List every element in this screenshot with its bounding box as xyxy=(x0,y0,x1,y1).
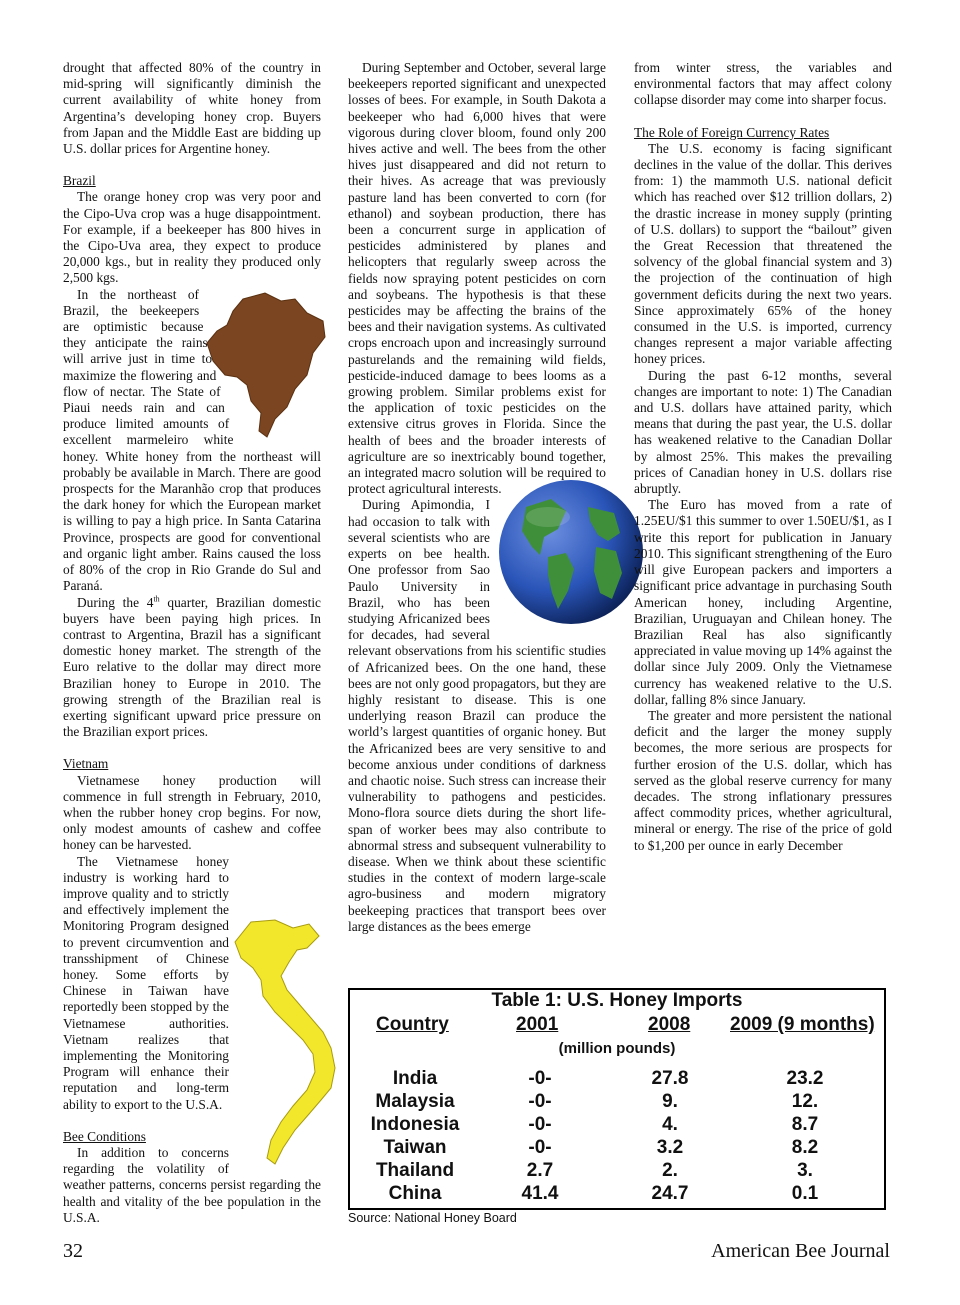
paragraph-text: In the northeast of Brazil, the beekeepers are optimistic because they anticipate the rains will arrive just in time to maximize the flowering and flow of nectar. The State of Piaui needs rain and can produce limited amounts of excellent marmeleiro white honey. White honey from the northeast will probably be available in March. There are good prospects for the Maranhão crop that produces the dark honey for which the European market is willing to pay a high price. In Santa Catarina Province, prospects are good for conventional and organic light amber. Rains caused the loss of 80% of the crop in Rio Grande do Sul and Paraná. xyxy=(63,286,321,594)
paragraph: from winter stress, the variables and environmental factors that may affect colony collapse disorder may come into sharper focus. xyxy=(634,60,892,108)
table-cell: 2. xyxy=(662,1160,678,1181)
table-cell: 4. xyxy=(662,1114,678,1135)
table-cell: -0- xyxy=(528,1068,552,1089)
paragraph-text: The Vietnamese honey industry is working hard to improve quality and to strictly and effectively implement the Monitoring Program designed to prevent circumvention and transshipment of Chinese honey. Some efforts by Chinese in Taiwan have reportedly been stopped by the Vietnamese authorities. Vietnam realizes that implementing the Monitoring Program will enhance their reputation and long-term ability to export to the U.S.A. xyxy=(63,853,229,1112)
table-cell: 3. xyxy=(797,1160,813,1181)
section-heading-vietnam: Vietnam xyxy=(63,756,109,772)
paragraph xyxy=(348,497,606,934)
table-row xyxy=(350,1068,884,1092)
table-cell: -0- xyxy=(528,1137,552,1158)
table-cell: -0- xyxy=(528,1091,552,1112)
table-cell: Thailand xyxy=(375,1160,455,1181)
page-number: 32 xyxy=(63,1240,83,1262)
paragraph: The U.S. economy is facing significant declines in the value of the dollar. This derives from: 1) the mammoth U.S. national deficit which has reached over $12 trillion dollars, 2) the drastic increase in money supply (printing of U.S. dollars) to support the “bailout” given the Great Recession that threatened the solvency of the global financial system and 3) the projection of the continuation of high government deficits during the next two years. Since approximately 65% of the honey consumed in the U.S. is imported, currency changes represent a major variable affecting honey prices. xyxy=(634,140,892,367)
table-cell: Indonesia xyxy=(370,1114,460,1135)
section-heading-bee-conditions: Bee Conditions xyxy=(63,1128,146,1144)
paragraph: In addition to concerns regarding the volatility of weather patterns, concerns persist regarding the health and vitality of the bee population in the U.S.A. xyxy=(63,1145,321,1225)
table-cell: 0.1 xyxy=(791,1183,819,1204)
table-cell: 12. xyxy=(791,1091,819,1112)
paragraph: During September and October, several large beekeepers reported significant and unexpected losses of bees. For example, in South Dakota a beekeeper who had 6,000 hives that were vigorous during clover bloom, found only 200 hives active and well. The bees from the other hives just disappeared and did not return to their hives. As acreage that was previously pasture land has been converted to corn (for ethanol) and soybean production, there has been a concurrent surge in application of pesticides administered by planes and helicopters that regularly sweep across the fields now spraying potent pesticides on corn and soybeans. The hypothesis is that these pesticides may be affecting the brains of the bees and their navigation systems. As cultivated crops encroach upon and increasingly surround pasturelands and the remaining wild fields, pesticide-induced damage to bees looms as a growing problem. Similar problems exist for the application of toxic pesticides on the extensive citrus groves in Florida. Since the health of bees and the broader interests of agriculture are so inextricably bound together, an integrated macro solution will be required to protect agricultural interests. xyxy=(348,60,606,497)
table-source: Source: National Honey Board xyxy=(348,1211,517,1225)
paragraph-text: quarter, Brazilian domestic buyers have been paying high prices. In contrast to Argentina, Brazil has a significant domestic honey market. The strength of the Euro relative to the dollar may direct more Brazilian honey to Europe in 2010. The growing strength of the Brazilian real is exerting significant upward price pressure on the Brazilian export prices. xyxy=(63,594,321,740)
column-2 xyxy=(348,60,606,935)
column-header-2001: 2001 xyxy=(516,1014,559,1035)
table-row xyxy=(350,1183,884,1207)
column-header-2009: 2009 (9 months) xyxy=(730,1014,875,1035)
table-row xyxy=(350,1160,884,1184)
globe-image xyxy=(496,477,646,627)
journal-name: American Bee Journal xyxy=(711,1240,890,1262)
paragraph: drought that affected 80% of the country in mid-spring will significantly diminish the current availability of white honey from Argentina’s developing honey crop. Buyers from Japan and the Middle East are bidding up U.S. dollar prices for Argentine honey. xyxy=(63,60,321,157)
paragraph xyxy=(63,854,321,1113)
table-title: Table 1: U.S. Honey Imports xyxy=(491,990,743,1011)
paragraph xyxy=(63,287,321,595)
table-units: (million pounds) xyxy=(558,1040,676,1057)
column-3 xyxy=(634,60,892,854)
honey-imports-table xyxy=(348,988,886,1210)
column-header-country: Country xyxy=(376,1014,449,1035)
paragraph-text: During the 4 xyxy=(77,594,154,610)
table-row xyxy=(350,1137,884,1161)
vietnam-map-image xyxy=(231,918,341,1168)
table-cell: 24.7 xyxy=(651,1183,689,1204)
paragraph: The greater and more persistent the national deficit and the larger the money supply becomes, the more serious are prospects for further erosion of the U.S. dollar, which has served as the global reserve currency for many decades. The strong inflationary pressures affect commodity prices, whether agricultural, mineral or energy. The rise of the price of gold to $1,200 per ounce in early December xyxy=(634,707,892,853)
table-cell: 3.2 xyxy=(656,1137,684,1158)
paragraph: The orange honey crop was very poor and the Cipo-Uva crop was a huge disappointment. For example, if a beekeeper has 800 hives in the Cipo-Uva area, they expect to produce 20,000 kgs., but in reality they produced only 2,500 kgs. xyxy=(63,189,321,286)
table-cell: 8.2 xyxy=(791,1137,819,1158)
paragraph: The Euro has moved from a rate of 1.25EU/$1 this summer to over 1.50EU/$1, as I write this report for publication in January 2010. This significant strengthening of the Euro will give European packers and importers a significant price advantage in purchasing South American honey, including Argentine, Brazilian, Uruguayan and Chilean honey. The Brazilian Real has also significantly appreciated in value moving up 14% against the dollar since July 2009. Only the Vietnamese currency has weakened relative to the U.S. dollar, falling 8% since January. xyxy=(634,497,892,707)
table-cell: 2.7 xyxy=(526,1160,554,1181)
section-heading-brazil: Brazil xyxy=(63,173,96,189)
table-row xyxy=(350,1091,884,1115)
table-cell: -0- xyxy=(528,1114,552,1135)
table-row xyxy=(350,1114,884,1138)
paragraph-text: During Apimondia, I had occasion to talk with several scientists who are experts on bee health. One professor from Sao Paulo University in Brazil, who has been studying Africanized bees for decades, had several relevant observations from his scientific studies of Africanized bees. On the one hand, these bees are not only good propagators, but they are highly resistant to disease. This is one underlying reason Brazil can produce the world’s largest quantities of organic honey. But the Africanized bees are very sensitive to and become anxious under conditions of darkness and chaotic noise. Such stress can increase their vulnerability to pathogens and pesticides. Mono-flora source diets during the short life-span of worker bees may also contribute to abnormal stress and subsequent vulnerability to disease. When we think about these scientific studies in the context of modern large-scale agro-business and modern migratory beekeeping practices that transport bees over large distances as the bees emerge xyxy=(348,497,606,934)
paragraph: Vietnamese honey production will commence in full strength in February, 2010, when the rubber honey crop begins. For now, only modest amounts of cashew and coffee honey can be harvested. xyxy=(63,772,321,853)
paragraph: During the past 6-12 months, several changes are important to note: 1) The Canadian and U.S. dollars have attained parity, which means that during the past year, the U.S. dollar has weakened relative to the Canadian Dollar by almost 25%. This makes the prevailing prices of Canadian honey in U.S. dollars rise abruptly. xyxy=(634,367,892,497)
column-header-2008: 2008 xyxy=(648,1014,691,1035)
table-cell: 8.7 xyxy=(791,1114,819,1135)
table-cell: 9. xyxy=(662,1091,678,1112)
table-cell: 27.8 xyxy=(651,1068,689,1089)
table-cell: Malaysia xyxy=(375,1091,455,1112)
superscript: th xyxy=(153,594,160,604)
table-cell: 23.2 xyxy=(786,1068,824,1089)
table-cell: Taiwan xyxy=(383,1137,447,1158)
section-heading-currency: The Role of Foreign Currency Rates xyxy=(634,124,830,140)
table-cell: 41.4 xyxy=(521,1183,559,1204)
table-cell: China xyxy=(388,1183,442,1204)
column-1 xyxy=(63,60,321,1226)
table-cell: India xyxy=(392,1068,438,1089)
paragraph xyxy=(63,595,321,741)
